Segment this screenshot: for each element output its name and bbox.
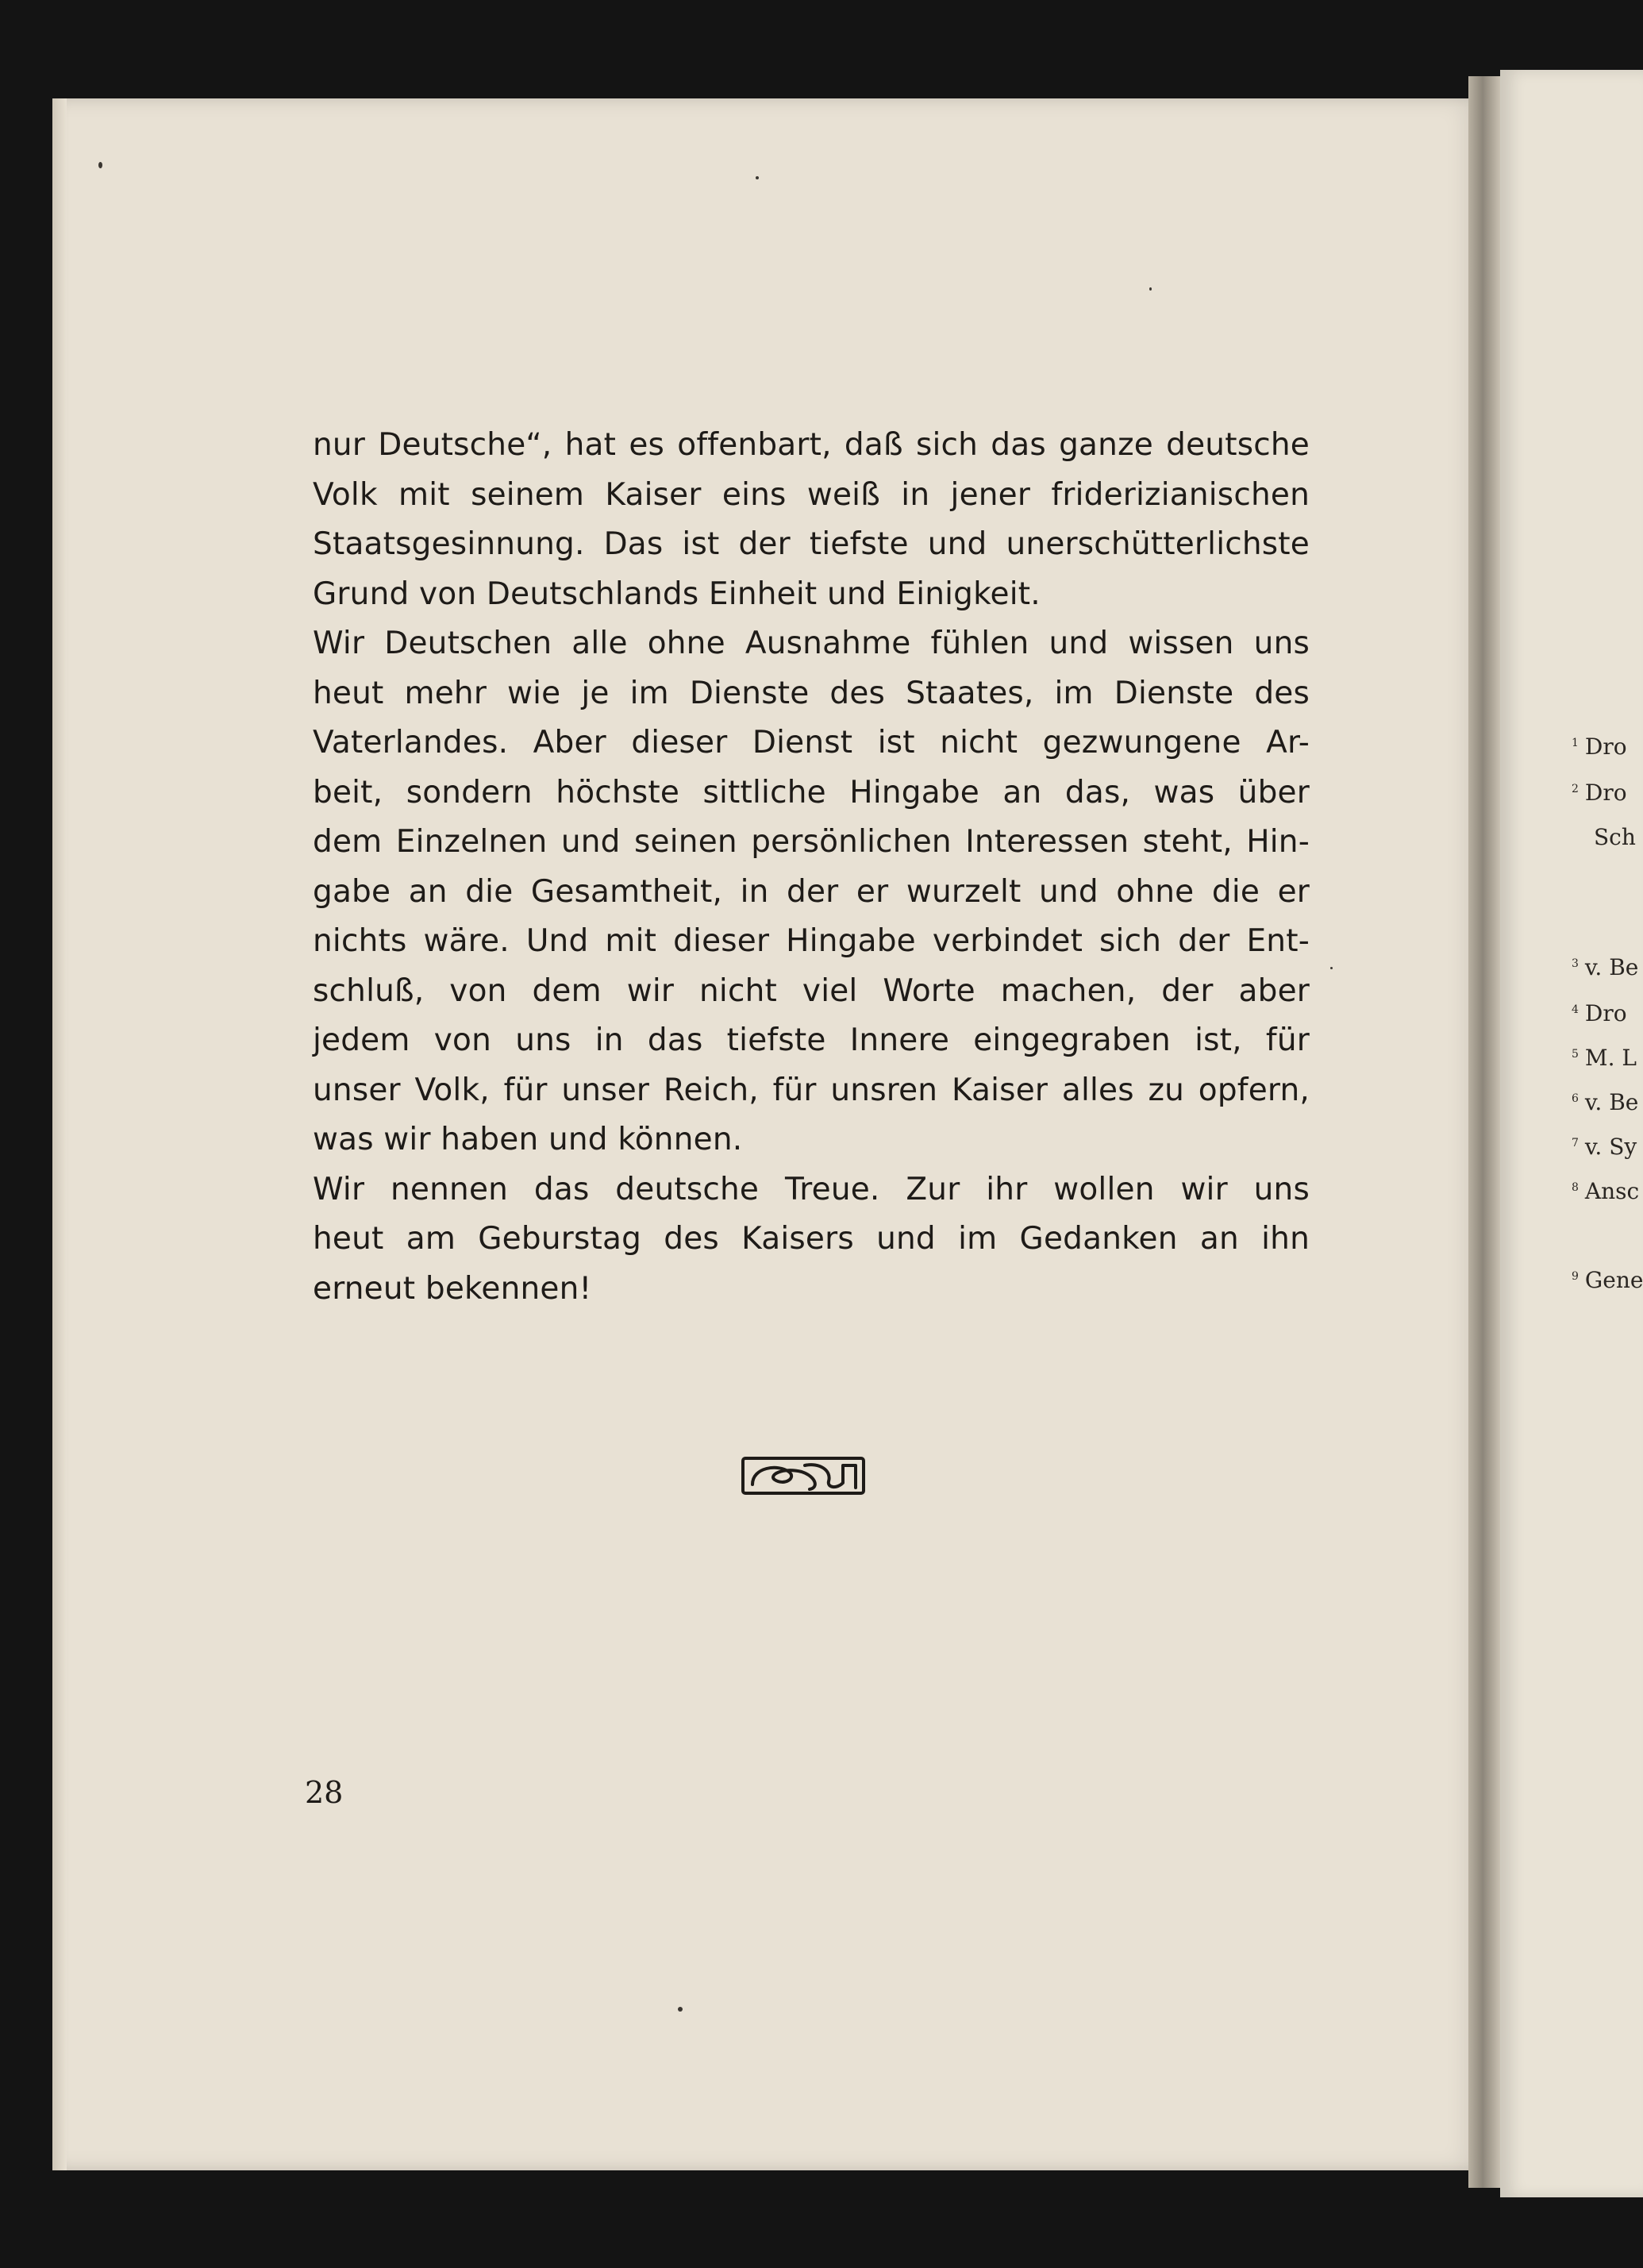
footnote-number: 1 xyxy=(1572,737,1579,749)
page-number: 28 xyxy=(305,1775,344,1810)
text-line: schluß, von dem wir nicht viel Worte machen, der aber xyxy=(313,972,1310,1009)
footnote-text: M. L xyxy=(1584,1045,1637,1071)
speck-mark xyxy=(756,176,759,179)
footnote-number: 3 xyxy=(1572,957,1579,970)
text-line: Staatsgesinnung. Das ist der tiefste und unerschütterlichste xyxy=(313,526,1310,562)
footnote-item xyxy=(1572,954,1638,980)
text-line: Wir Deutschen alle ohne Ausnahme fühlen und wissen uns xyxy=(313,626,1310,661)
text-line: heut mehr wie je im Dienste des Staates, im Dienste des xyxy=(313,675,1310,711)
text-line: Vaterlandes. Aber dieser Dienst ist nicht gezwungene Ar- xyxy=(313,725,1310,760)
footnote-item xyxy=(1572,1267,1643,1293)
footnote-item xyxy=(1572,1178,1639,1204)
footnote-text: Dro xyxy=(1584,734,1627,760)
footnote-item xyxy=(1594,824,1636,850)
footnote-item xyxy=(1572,780,1627,806)
text-line: dem Einzelnen und seinen persönlichen Interessen steht, Hin- xyxy=(313,824,1310,860)
body-text xyxy=(313,421,1310,1314)
speck-mark xyxy=(678,2007,683,2012)
text-line: Grund von Deutschlands Einheit und Einigkeit. xyxy=(313,576,1041,612)
footnote-number: 6 xyxy=(1572,1092,1579,1105)
text-line: beit, sondern höchste sittliche Hingabe an das, was über xyxy=(313,774,1310,811)
text-line: Volk mit seinem Kaiser eins weiß in jener friderizianischen xyxy=(313,476,1310,513)
footnote-text: v. Be xyxy=(1584,1089,1639,1115)
left-page-edge xyxy=(52,98,67,2170)
footnote-number: 8 xyxy=(1572,1181,1579,1194)
footnote-item xyxy=(1572,1134,1637,1160)
text-line: gabe an die Gesamtheit, in der er wurzelt und ohne die er xyxy=(313,873,1310,910)
footnote-number: 2 xyxy=(1572,783,1579,795)
text-line: unser Volk, für unser Reich, für unsren Kaiser alles zu opfern, xyxy=(313,1072,1310,1108)
speck-mark xyxy=(98,162,102,168)
footnote-number: 7 xyxy=(1572,1137,1579,1149)
footnote-text: Sch xyxy=(1594,824,1636,850)
footnote-item xyxy=(1572,1000,1627,1026)
facing-page-footnotes xyxy=(1572,0,1643,2268)
footnote-item xyxy=(1572,1045,1637,1071)
footnote-number: 9 xyxy=(1572,1270,1579,1283)
text-line: nur Deutsche“, hat es offenbart, daß sich das ganze deutsche xyxy=(313,427,1310,463)
text-line: nichts wäre. Und mit dieser Hingabe verbindet sich der Ent- xyxy=(313,923,1310,959)
footnote-text: Gene xyxy=(1584,1267,1643,1293)
text-line: was wir haben und können. xyxy=(313,1122,743,1157)
footnote-text: v. Sy xyxy=(1584,1134,1637,1160)
footnote-number: 4 xyxy=(1572,1003,1579,1016)
text-line: Wir nennen das deutsche Treue. Zur ihr wollen wir uns xyxy=(313,1171,1310,1207)
footnote-text: v. Be xyxy=(1584,954,1639,980)
text-line: erneut bekennen! xyxy=(313,1270,592,1307)
speck-mark xyxy=(1330,967,1333,969)
text-line: jedem von uns in das tiefste Innere eingegraben ist, für xyxy=(313,1022,1310,1058)
footnote-item xyxy=(1572,1089,1638,1115)
footnote-text: Dro xyxy=(1584,1000,1627,1026)
knot-ornament-icon xyxy=(740,1454,867,1497)
footnote-text: Dro xyxy=(1584,780,1627,806)
footnote-number: 5 xyxy=(1572,1048,1579,1061)
text-line: heut am Geburstag des Kaisers und im Gedanken an ihn xyxy=(313,1221,1310,1257)
footnote-text: Ansc xyxy=(1584,1178,1640,1204)
speck-mark xyxy=(1149,287,1152,291)
footnote-item xyxy=(1572,734,1627,760)
book-spine xyxy=(1468,76,1500,2188)
